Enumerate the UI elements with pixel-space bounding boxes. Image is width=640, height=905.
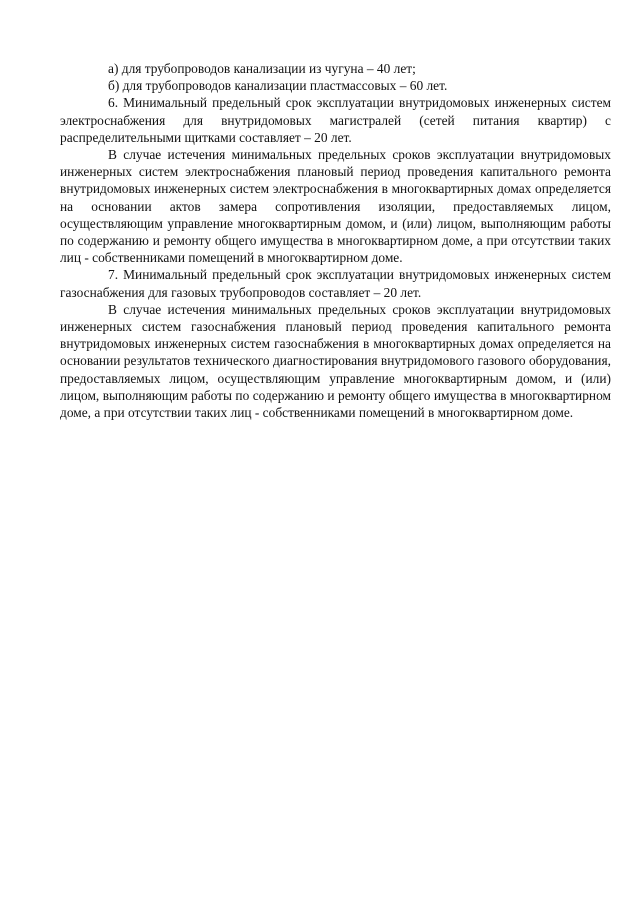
- document-page: [60, 60, 611, 421]
- paragraph-clause-7: 7. Минимальный предельный срок эксплуатации внутридомовых инженерных систем газоснабжения для газовых трубопроводов составляет – 20 лет.: [60, 267, 611, 300]
- paragraph-gas-repair: В случае истечения минимальных предельных сроков эксплуатации внутридомовых инженерных систем газоснабжения плановый период проведения капитального ремонта внутридомовых инженерных систем газоснабжения в многоквартирных домах определяется на основании результатов технического диагностирования внутридомового газового оборудования, предоставляемых лицом, осуществляющим управление многоквартирным домом, и (или) лицом, выполняющим работы по содержанию и ремонту общего имущества в многоквартирном доме, а при отсутствии таких лиц - собственниками помещений в многоквартирном доме.: [60, 301, 611, 421]
- paragraph-electrical-repair: В случае истечения минимальных предельных сроков эксплуатации внутридомовых инженерных систем электроснабжения плановый период проведения капитального ремонта внутридомовых инженерных систем электроснабжения в многоквартирных домах определяется на основании актов замера сопротивления изоляции, предоставляемых лицом, осуществляющим управление многоквартирным домом, и (или) лицом, выполняющим работы по содержанию и ремонту общего имущества в многоквартирном доме, а при отсутствии таких лиц - собственниками помещений в многоквартирном доме.: [60, 147, 611, 266]
- paragraph-item-a: а) для трубопроводов канализации из чугуна – 40 лет;: [108, 61, 416, 76]
- paragraph-item-b: б) для трубопроводов канализации пластмассовых – 60 лет.: [108, 78, 448, 94]
- paragraph-clause-6: 6. Минимальный предельный срок эксплуатации внутридомовых инженерных систем электроснабжения для внутридомовых магистралей (сетей питания квартир) с распределительными щитками составляет – 20 лет.: [60, 95, 611, 145]
